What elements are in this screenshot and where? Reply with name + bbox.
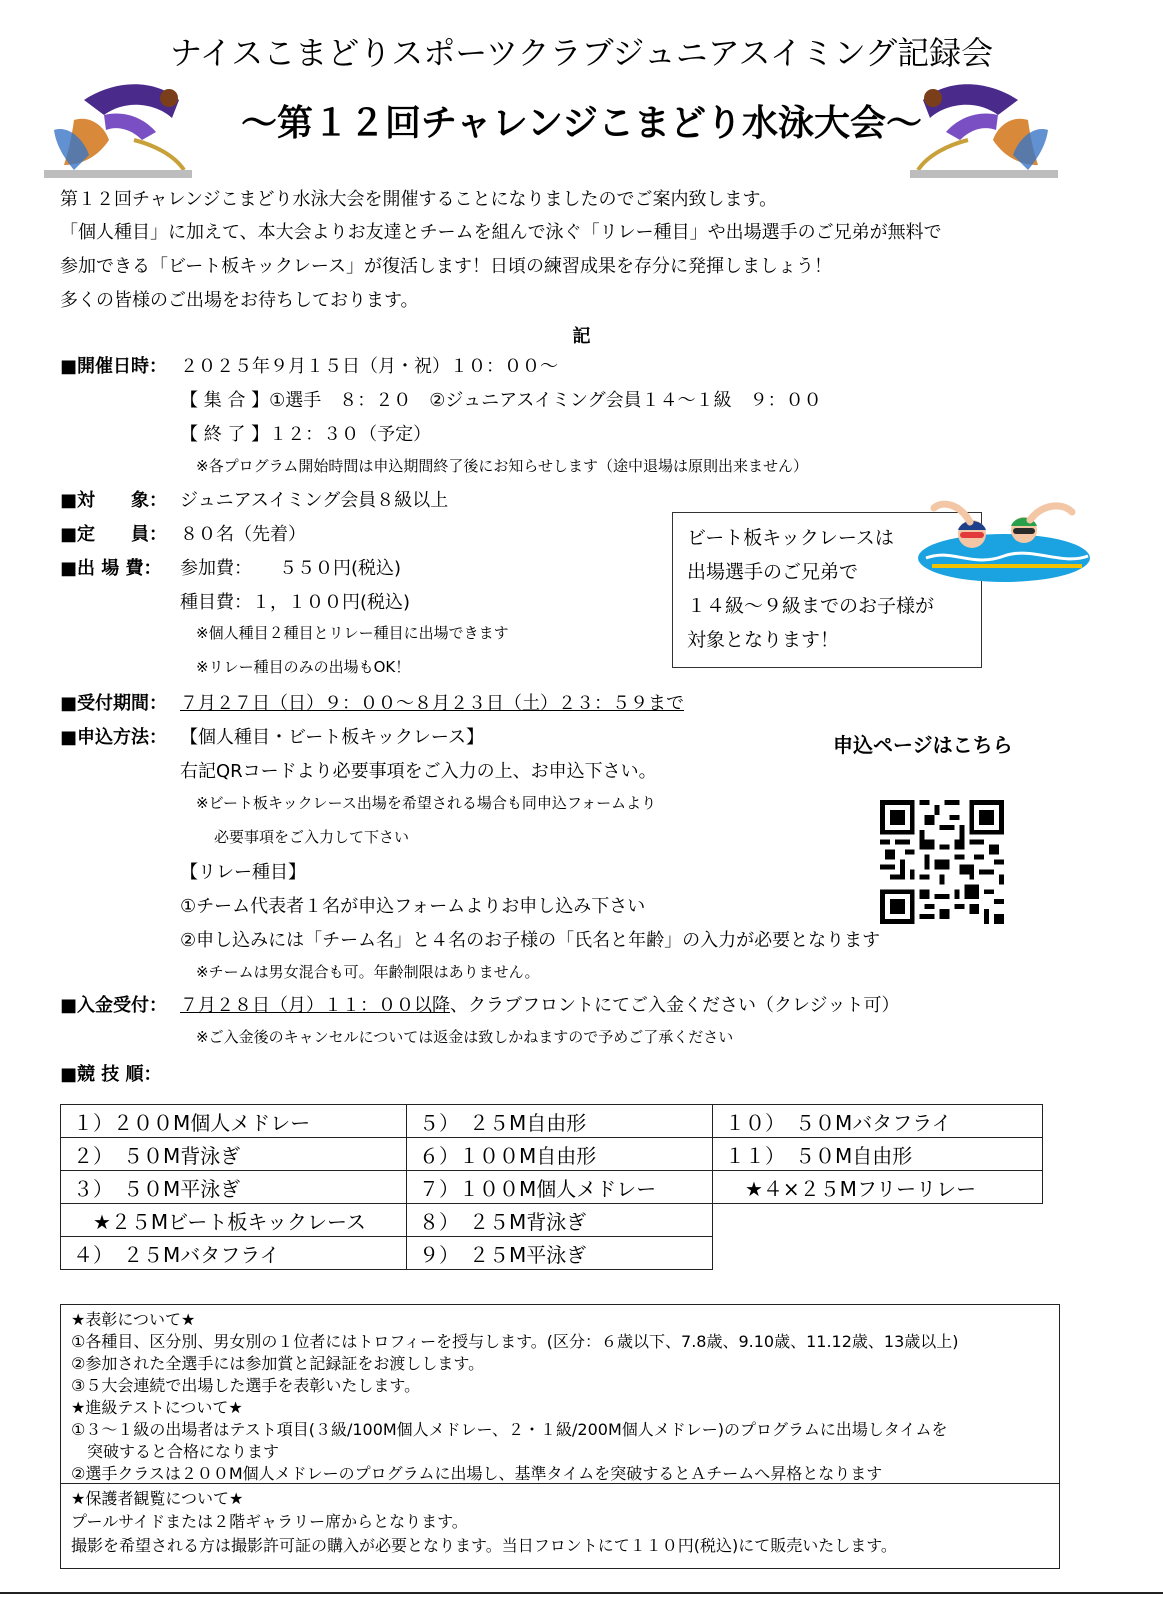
info-divider xyxy=(61,1483,1059,1484)
date-label: ■開催日時： xyxy=(60,356,168,377)
apply-relay-note: ※チームは男女混合も可。年齢制限はありません。 xyxy=(196,963,540,981)
event-cell: ７）１００M個人メドレー xyxy=(407,1171,713,1204)
bottom-divider xyxy=(0,1592,1163,1594)
fee-entry: 参加費： ５５０円(税込) xyxy=(180,558,402,579)
intro-line-4: 多くの皆様のご出場をお待ちしております。 xyxy=(60,290,419,311)
info-heading-test: ★進級テストについて★ xyxy=(71,1398,243,1417)
payment-note: ※ご入金後のキャンセルについては返金は致しかねますので予めご了承ください xyxy=(196,1028,734,1046)
note-line-3: １４級～９級までのお子様が xyxy=(687,595,935,617)
event-cell-empty xyxy=(713,1204,1043,1237)
event-cell: ６）１００M自由形 xyxy=(407,1138,713,1171)
date-gather: 【 集 合 】①選手 ８：２０ ②ジュニアスイミング会員１４～１級 ９：００ xyxy=(180,390,822,411)
note-line-4: 対象となります！ xyxy=(687,629,840,651)
info-line: 突破すると合格になります xyxy=(71,1442,280,1461)
note-line-1: ビート板キックレースは xyxy=(687,527,894,549)
info-line: ①各種目、区分別、男女別の１位者にはトロフィーを授与します。(区分：６歳以下、7.8歳、9.10歳、11.12歳、13歳以上) xyxy=(71,1332,959,1351)
capacity-label: ■定 員： xyxy=(60,524,168,545)
fee-event: 種目費：１，１００円(税込) xyxy=(180,592,411,613)
event-cell: １）２００M個人メドレー xyxy=(61,1105,407,1138)
event-cell: ４） ２５Mバタフライ xyxy=(61,1237,407,1270)
event-cell: ３） ５０M平泳ぎ xyxy=(61,1171,407,1204)
payment-value-date: ７月２８日（月）１１：００以降 xyxy=(180,995,450,1016)
info-line: ②選手クラスは２００M個人メドレーのプログラムに出場し、基準タイムを突破するとＡチームへ昇格となります xyxy=(71,1464,883,1483)
event-cell: ８） ２５M背泳ぎ xyxy=(407,1204,713,1237)
header-title: ナイスこまどりスポーツクラブジュニアスイミング記録会 xyxy=(169,34,994,72)
header-subtitle: ～第１２回チャレンジこまどり水泳大会～ xyxy=(240,103,923,144)
period-label: ■受付期間： xyxy=(60,693,168,714)
info-line: 撮影を希望される方は撮影許可証の購入が必要となります。当日フロントにて１１０円(税込)にて販売いたします。 xyxy=(71,1536,897,1555)
payment-label: ■入金受付： xyxy=(60,995,168,1016)
info-line: ②参加された全選手には参加賞と記録証をお渡しします。 xyxy=(71,1354,485,1373)
event-cell: ★２５Mビート板キックレース xyxy=(61,1204,407,1237)
events-table xyxy=(60,1104,1043,1270)
table-row xyxy=(61,1171,1043,1204)
table-row xyxy=(61,1237,1043,1270)
fee-note-2: ※リレー種目のみの出場もOK！ xyxy=(196,658,411,676)
capacity-value: ８０名（先着） xyxy=(180,524,306,545)
event-cell-empty xyxy=(713,1237,1043,1270)
apply-label: ■申込方法： xyxy=(60,727,168,748)
payment-value-rest: 、クラブフロントにてご入金ください（クレジット可） xyxy=(450,995,900,1016)
events-label: ■競 技 順： xyxy=(60,1064,162,1085)
event-cell: ９） ２５M平泳ぎ xyxy=(407,1237,713,1270)
note-line-2: 出場選手のご兄弟で xyxy=(687,561,859,583)
date-note: ※各プログラム開始時間は申込期間終了後にお知らせします（途中退場は原則出来ません） xyxy=(196,457,808,475)
table-row xyxy=(61,1204,1043,1237)
apply-relay-head: 【リレー種目】 xyxy=(180,862,306,883)
payment-value xyxy=(180,991,900,1017)
apply-individual-head: 【個人種目・ビート板キックレース】 xyxy=(180,727,485,748)
info-box xyxy=(60,1304,1060,1569)
ki-heading: 記 xyxy=(572,326,591,347)
apply-relay-2: ②申し込みには「チーム名」と４名のお子様の「氏名と年齢」の入力が必要となります xyxy=(180,930,881,951)
qr-code[interactable] xyxy=(880,800,1004,924)
intro-line-1: 第１２回チャレンジこまどり水泳大会を開催することになりましたのでご案内致します。 xyxy=(60,189,778,210)
table-row xyxy=(61,1138,1043,1171)
info-heading-viewing: ★保護者観覧について★ xyxy=(71,1489,244,1508)
table-row xyxy=(61,1105,1043,1138)
event-cell: ５） ２５M自由形 xyxy=(407,1105,713,1138)
fee-note-1: ※個人種目２種目とリレー種目に出場できます xyxy=(196,624,509,642)
info-heading-awards: ★表彰について★ xyxy=(71,1310,196,1329)
event-cell: １０） ５０Mバタフライ xyxy=(713,1105,1043,1138)
qr-label: 申込ページはこちら xyxy=(833,733,1013,757)
swimmers-in-pool-illustration xyxy=(912,494,1090,586)
apply-individual-text: 右記QRコードより必要事項をご入力の上、お申込下さい。 xyxy=(180,761,657,782)
period-value: ７月２７日（日）９：００～８月２３日（土）２３：５９まで xyxy=(180,693,684,714)
apply-individual-note-2: 必要事項をご入力して下さい xyxy=(214,828,410,846)
apply-relay-1: ①チーム代表者１名が申込フォームよりお申し込み下さい xyxy=(180,896,646,917)
target-label: ■対 象： xyxy=(60,490,168,511)
intro-line-2: 「個人種目」に加えて、本大会よりお友達とチームを組んで泳ぐ「リレー種目」や出場選手のご兄弟が無料で xyxy=(60,222,942,243)
intro-line-3: 参加できる「ビート板キックレース」が復活します！日頃の練習成果を存分に発揮しましょう！ xyxy=(60,256,833,277)
fee-label: ■出 場 費： xyxy=(60,558,162,579)
date-end: 【 終 了 】１２：３０（予定） xyxy=(180,424,432,445)
info-line: ③５大会連続で出場した選手を表彰いたします。 xyxy=(71,1376,421,1395)
info-line: プールサイドまたは２階ギャラリー席からとなります。 xyxy=(71,1512,468,1531)
event-cell: １１） ５０M自由形 xyxy=(713,1138,1043,1171)
target-value: ジュニアスイミング会員８級以上 xyxy=(180,490,449,511)
apply-individual-note-1: ※ビート板キックレース出場を希望される場合も同申込フォームより xyxy=(196,794,657,812)
event-cell: ２） ５０M背泳ぎ xyxy=(61,1138,407,1171)
event-cell: ★４×２５Mフリーリレー xyxy=(713,1171,1043,1204)
date-value: ２０２５年９月１５日（月・祝）１０：００～ xyxy=(180,356,558,377)
info-line: ①３～１級の出場者はテスト項目(３級/100M個人メドレー、２・１級/200M個人メドレー)のプログラムに出場しタイムを xyxy=(71,1420,948,1439)
